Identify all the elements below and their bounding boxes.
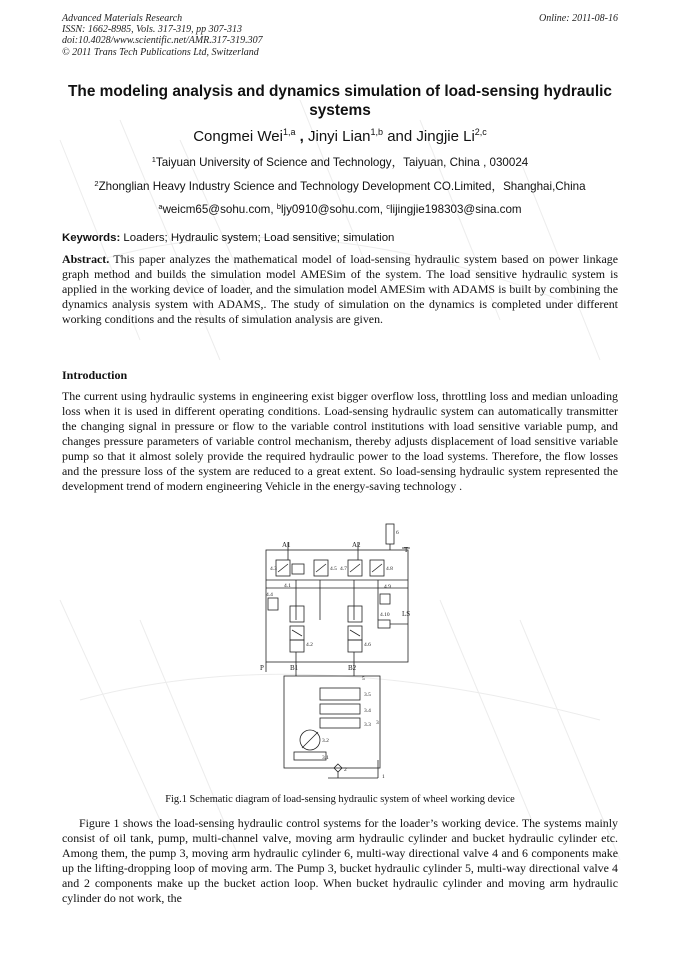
author-line [62,128,618,146]
label-LS: LS [402,610,411,618]
abstract-text: This paper analyzes the mathematical model of load-sensing hydraulic system based on power linkage graph method and builds the simulation model AMESim of the system. The load sensitive hydraulic system is applied in the working device of loader, and the simulation model AMESim with ADAMS is built by combining the dynamics analysis system with ADAMS,. The study of simulation on the dynamics is completed under different working conditions and the results of simulation analysis are given. [62,252,618,326]
arm-cylinder-6 [386,524,394,544]
journal-doi: doi:10.4028/www.scientific.net/AMR.317-319.307 [62,35,263,47]
section-4-6-bot [348,640,362,652]
label-4-4: 4.4 [266,592,273,598]
email-b-sup: b [276,202,281,211]
affiliation-2-text: Zhonglian Heavy Industry Science and Technology Development CO.Limited，Shanghai,China [98,180,586,193]
journal-issn: ISSN: 1662-8985, Vols. 317-319, pp 307-313 [62,24,242,36]
label-A2: A2 [352,541,361,549]
email-c-sup: c [386,202,390,211]
label-4-9: 4.9 [384,584,391,590]
author-1-sup: 1,a [282,127,296,137]
label-4-8: 4.8 [386,566,393,572]
author-sep-2: and [383,128,417,145]
label-4-2: 4.2 [306,642,313,648]
online-date: Online: 2011-08-16 [539,13,618,24]
valve-3-5 [320,688,360,700]
figure-description-text: Figure 1 shows the load-sensing hydraulic control systems for the loader’s working device. The systems mainly consist of oil tank, pump, multi-channel valve, moving arm hydraulic cylinder and bucket hydraulic cylinder etc. Among them, the pump 3, moving arm hydraulic cylinder 6, multi-way directional valve 4 and 6 components make up the lifting-dropping loop of moving arm. The Pump 3, bucket hydraulic cylinder 5, multi-way directional valve 4 and 2 components make up the bucket action loop. When bucket hydraulic cylinder and moving arm hydraulic cylinder do not work, the [62,816,618,905]
section-4-6-top [348,606,362,622]
label-3-1: 3.1 [322,755,329,761]
email-c: lijingjie198303@sina.com [389,203,522,216]
label-1: 1 [382,774,385,780]
label-4-5: 4.5 [330,566,337,572]
email-a-sup: a [158,202,163,211]
label-6: 6 [396,530,399,536]
label-5: 5 [362,676,365,682]
section-4-2-top [290,606,304,622]
figure-caption: Fig.1 Schematic diagram of load-sensing hydraulic system of wheel working device [165,794,515,805]
keywords-text: Loaders; Hydraulic system; Load sensitive; simulation [120,232,395,244]
email-a: weicm65@sohu.com, [162,203,277,216]
label-3-5: 3.5 [364,692,371,698]
hydraulic-schematic-figure [258,520,420,782]
journal-name: Advanced Materials Research [62,13,183,24]
label-4-1: 4.1 [284,583,291,589]
label-4-7: 4.7 [340,566,347,572]
author-emails [62,203,618,217]
author-2: Jinyi Lian [307,128,371,145]
label-3: 3 [376,720,379,726]
label-4-3: 4.3 [270,566,277,572]
author-1: Congmei Wei [193,128,283,145]
affiliation-1-sup: 1 [151,155,156,164]
label-3-3: 3.3 [364,722,371,728]
introduction-text: The current using hydraulic systems in engineering exist bigger overflow loss, throttling loss and median unloading loss when it is used in different operating conditions. Load-sensing hydraulic system can automatically transmitter the changing signal in pressure or flow to the variable control institutions with load sensitive variable pump, and changes pressure parameters of variable control mechanism, thereby adjusts displacement of load sensitive variable pump so that it almost solely provide the required hydraulic power to the load systems. Therefore, the flow losses and the pressure loss of the system are reduced to a great extent. So load-sensing hydraulic system represented the development trend of modern engineering Vehicle in the energy-saving technology . [62,389,618,493]
valve-4-4 [268,598,278,610]
keywords-label: Keywords: [62,232,121,244]
paper-title: The modeling analysis and dynamics simulation of load-sensing hydraulic systems [68,83,612,119]
valve-3-4 [320,704,360,714]
affiliation-1-text: Taiyuan University of Science and Technology，Taiyuan, China , 030024 [155,156,529,169]
journal-copyright: © 2011 Trans Tech Publications Ltd, Switzerland [62,46,259,58]
affiliation-1 [62,156,618,170]
email-b: ljy0910@sohu.com, [280,203,387,216]
label-A1: A1 [282,541,291,549]
label-3-2: 3.2 [322,738,329,744]
affiliation-2-sup: 2 [94,179,99,188]
affiliation-2 [62,180,618,194]
valve-4-9 [380,594,390,604]
valve-3-3 [320,718,360,728]
label-T: T [404,546,409,554]
valve-4-10 [378,620,390,628]
author-2-sup: 1,b [370,127,384,137]
label-4-6: 4.6 [364,642,371,648]
introduction-heading: Introduction [62,368,128,382]
section-4-2-bot [290,640,304,652]
label-B1: B1 [290,664,299,672]
valve-4-1-top [292,564,304,574]
author-3-sup: 2,c [474,127,487,137]
author-3: Jingjie Li [416,128,475,145]
abstract [62,252,618,327]
keywords [62,231,618,245]
label-B2: B2 [348,664,357,672]
label-4-10: 4.10 [380,612,390,618]
abstract-label: Abstract. [62,252,110,266]
label-P: P [260,664,264,672]
label-2: 2 [344,767,347,773]
author-sep-1: , [295,128,308,145]
journal-header [62,13,618,58]
label-3-4: 3.4 [364,708,371,714]
